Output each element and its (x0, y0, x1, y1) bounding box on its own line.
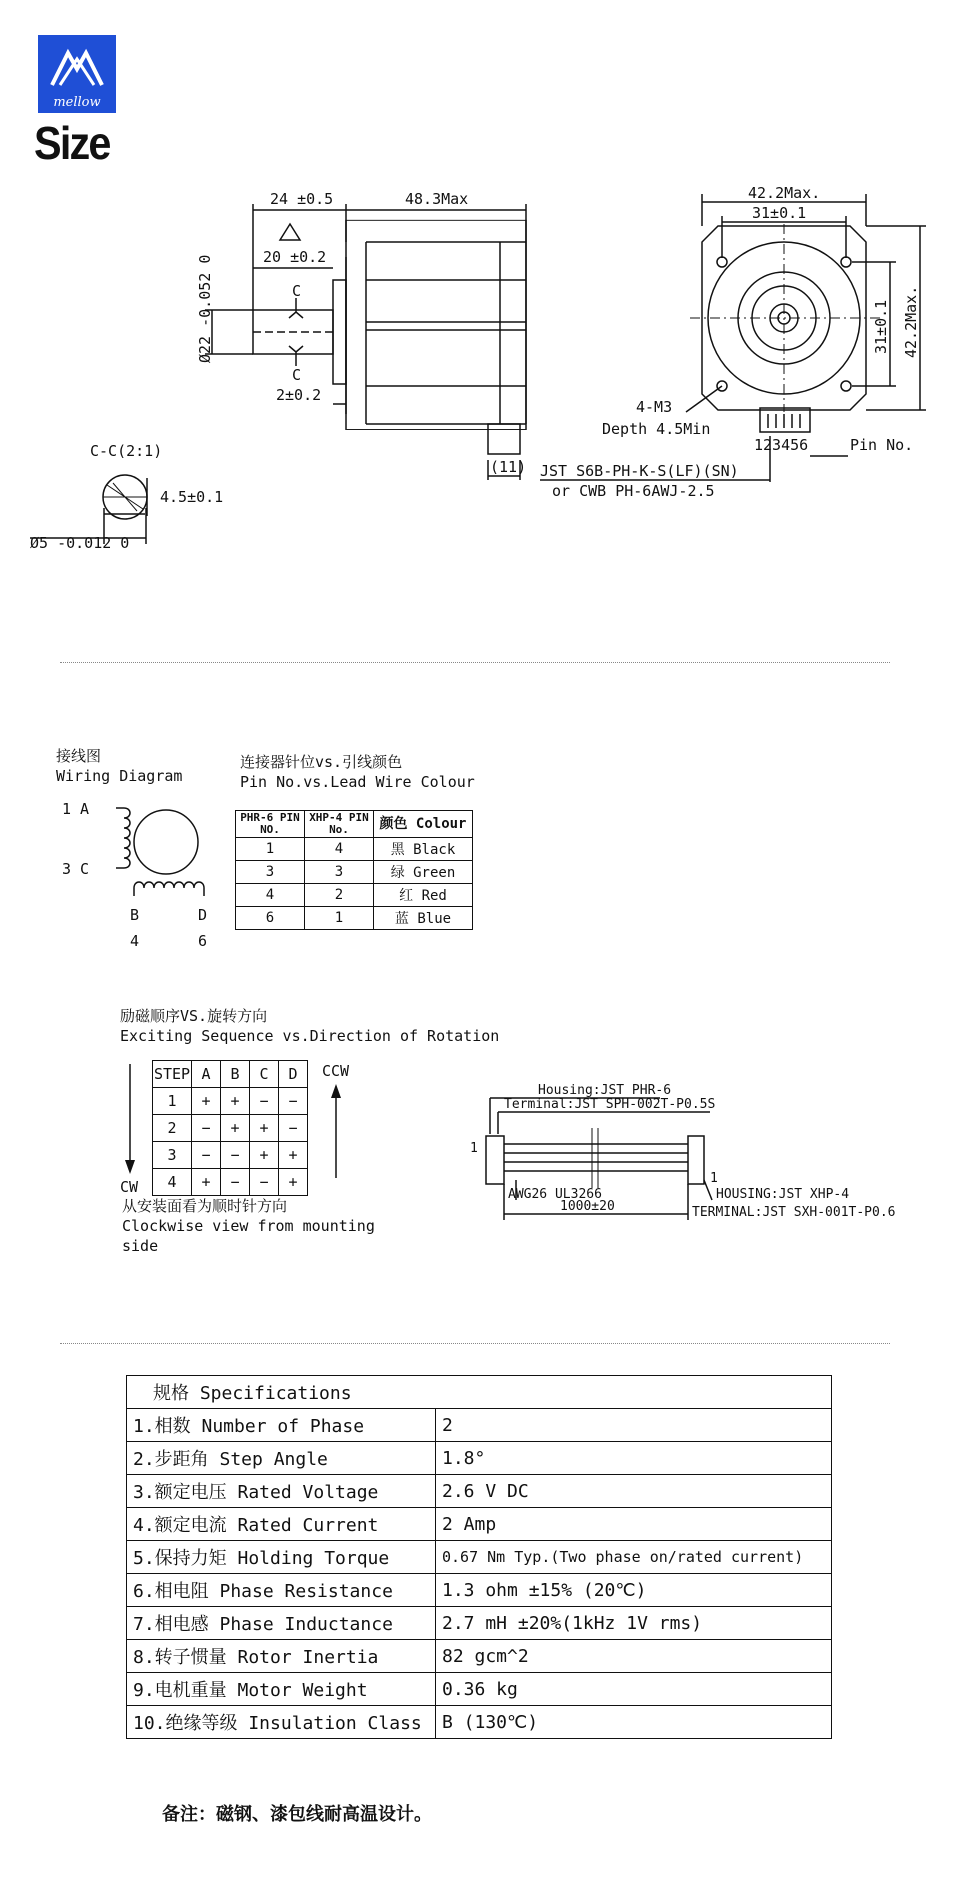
housing-a (486, 1136, 504, 1184)
motor-body-side (346, 220, 526, 429)
wire-c-label: 3 C (62, 860, 90, 878)
cable-drawing (460, 1080, 920, 1240)
wiring-title-en: Wiring Diagram (56, 767, 183, 785)
brand-name: mellow (53, 95, 101, 110)
dim-422-top: 42.2Max. (748, 184, 821, 202)
table-row: STEP A B C D (153, 1061, 308, 1088)
dim-48: 48.3Max (405, 190, 469, 208)
dim-31-top: 31±0.1 (752, 204, 807, 222)
table-row: 2.步距角 Step Angle 1.8° (127, 1442, 832, 1475)
rotation-note-en-2: side (122, 1237, 159, 1255)
table-row: 1 + + − − (153, 1088, 308, 1115)
spec-title: 规格 Specifications (127, 1376, 832, 1409)
pin-table-title-cn: 连接器针位vs.引线颜色 (240, 753, 403, 771)
table-row: 4.额定电流 Rated Current 2 Amp (127, 1508, 832, 1541)
wire-d-label: D (198, 906, 208, 924)
pin-header: XHP-4 PIN No. (305, 811, 374, 838)
table-row: 3 3 绿 Green (236, 861, 473, 884)
dim-45: 4.5±0.1 (160, 488, 224, 506)
housing-b-label: HOUSING:JST XHP-4 (716, 1187, 850, 1202)
wiring-title (56, 746, 182, 786)
table-row: 7.相电感 Phase Inductance 2.7 mH ±20%(1kHz 1V rms) (127, 1607, 832, 1640)
sequence-title-cn: 励磁顺序VS.旋转方向 (120, 1007, 268, 1025)
rotation-note-en: Clockwise view from mounting (122, 1217, 375, 1235)
dim-2: 2±0.2 (276, 386, 322, 404)
page-title: Size (34, 117, 110, 169)
pin-header: 颜色 Colour (374, 811, 473, 838)
connector-spec: JST S6B-PH-K-S(LF)(SN) (540, 462, 739, 480)
table-row: 2 − + + − (153, 1115, 308, 1142)
table-row: 6 1 蓝 Blue (236, 907, 473, 930)
pin-numbers: 123456 (754, 436, 809, 454)
table-row: 3 − − + + (153, 1142, 308, 1169)
cw-arrow-icon (118, 1064, 148, 1184)
table-row: 4 2 红 Red (236, 884, 473, 907)
dim-31-side: 31±0.1 (872, 299, 890, 354)
housing-b (688, 1136, 704, 1184)
dim-11: (11) (490, 458, 527, 476)
wire-4-label: 4 (130, 932, 140, 950)
pin1-left-label: 1 (470, 1141, 478, 1156)
pin-table-title (240, 752, 475, 792)
ccw-arrow-icon (326, 1082, 346, 1182)
specifications-table (126, 1375, 832, 1739)
wire-a-label: 1 A (62, 800, 90, 818)
dim-22: Ø22 -0.052 0 (196, 254, 214, 363)
pin-no-label: Pin No. (850, 436, 914, 454)
table-row: 5.保持力矩 Holding Torque 0.67 Nm Typ.(Two phase on/rated current) (127, 1541, 832, 1574)
terminal-b-label: TERMINAL:JST SXH-001T-P0.6 (692, 1205, 896, 1220)
table-row: 6.相电阻 Phase Resistance 1.3 ohm ±15% (20℃) (127, 1574, 832, 1607)
awg-label: AWG26 UL3266 (508, 1187, 602, 1202)
wiring-title-cn: 接线图 (56, 747, 102, 765)
dim-24: 24 ±0.5 (270, 190, 334, 208)
divider (60, 1343, 890, 1344)
table-row: 4 + − − + (153, 1169, 308, 1196)
dim-422-side: 42.2Max. (902, 285, 920, 358)
dim-5: Ø5 -0.012 0 (30, 534, 130, 552)
holes-label: 4-M3 (636, 398, 673, 416)
table-row: 8.转子惯量 Rotor Inertia 82 gcm^2 (127, 1640, 832, 1673)
table-row: 9.电机重量 Motor Weight 0.36 kg (127, 1673, 832, 1706)
table-row: 1.相数 Number of Phase 2 (127, 1409, 832, 1442)
wiring-diagram (56, 800, 216, 960)
step-table (152, 1060, 308, 1196)
dim-20: 20 ±0.2 (263, 248, 327, 266)
rotation-note (122, 1196, 375, 1256)
pin1-right-label: 1 (710, 1171, 718, 1186)
ccw-label: CCW (322, 1062, 350, 1080)
divider (60, 662, 890, 663)
table-row: 1 4 黑 Black (236, 838, 473, 861)
sequence-title-en: Exciting Sequence vs.Direction of Rotation (120, 1027, 500, 1045)
housing-a-label: Housing:JST PHR-6 (538, 1083, 672, 1098)
wire-6-label: 6 (198, 932, 208, 950)
table-row: 10.绝缘等级 Insulation Class B (130℃) (127, 1706, 832, 1739)
brand-logo (38, 35, 116, 113)
design-note: 备注：磁钢、漆包线耐高温设计。 (162, 1804, 432, 1825)
section-mark-top: C (292, 282, 302, 300)
depth-label: Depth 4.5Min (602, 420, 711, 438)
wire-b-label: B (130, 906, 140, 924)
pin-table-title-en: Pin No.vs.Lead Wire Colour (240, 773, 475, 791)
dimension-drawing (0, 180, 960, 580)
pin-header: PHR-6 PIN NO. (236, 811, 305, 838)
sequence-title (120, 1006, 499, 1046)
rotation-note-cn: 从安装面看为顺时针方向 (122, 1197, 288, 1215)
connector-alt: or CWB PH-6AWJ-2.5 (552, 482, 715, 500)
cw-label: CW (120, 1178, 139, 1196)
terminal-a-label: Terminal:JST SPH-002T-P0.5S (504, 1097, 716, 1112)
cable-length: 1000±20 (560, 1199, 615, 1214)
table-row: 3.额定电压 Rated Voltage 2.6 V DC (127, 1475, 832, 1508)
section-label: C-C(2:1) (90, 442, 163, 460)
pin-colour-table (235, 810, 473, 930)
section-mark-bottom: C (292, 366, 302, 384)
